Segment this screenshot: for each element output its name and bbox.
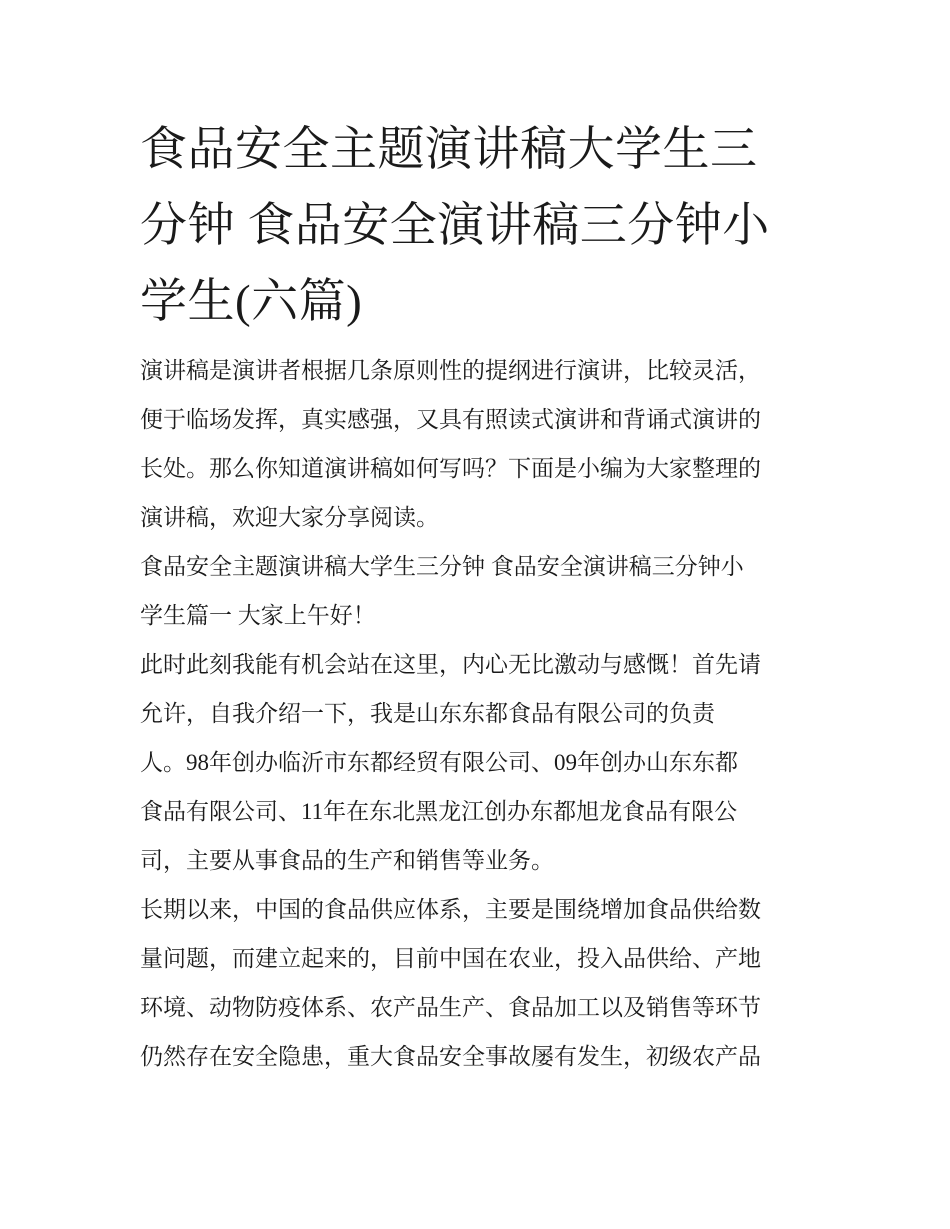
text-line: 人。98年创办临沂市东都经贸有限公司、09年创办山东东都 — [140, 750, 738, 775]
document-body — [140, 346, 820, 1081]
text-line: 长处。那么你知道演讲稿如何写吗？下面是小编为大家整理的 — [140, 456, 761, 481]
text-line: 此时此刻我能有机会站在这里，内心无比激动与感慨！首先请 — [140, 652, 761, 677]
text-line: 仍然存在安全隐患，重大食品安全事故屡有发生，初级农产品 — [140, 1044, 761, 1069]
speech-paragraph — [140, 640, 820, 885]
text-line: 长期以来，中国的食品供应体系，主要是围绕增加食品供给数 — [140, 897, 761, 922]
text-line: 允许，自我介绍一下，我是山东东都食品有限公司的负责 — [140, 701, 715, 726]
document-content — [140, 112, 820, 1081]
title-line: 学生(六篇) — [140, 276, 363, 328]
text-line: 食品安全主题演讲稿大学生三分钟 食品安全演讲稿三分钟小 — [140, 554, 744, 579]
section-heading-paragraph — [140, 542, 820, 640]
speech-paragraph — [140, 885, 820, 1081]
text-line: 演讲稿是演讲者根据几条原则性的提纲进行演讲，比较灵活， — [140, 358, 761, 383]
text-line: 演讲稿，欢迎大家分享阅读。 — [140, 505, 439, 530]
text-line: 食品有限公司、11年在东北黑龙江创办东都旭龙食品有限公 — [140, 799, 738, 824]
text-line: 量问题，而建立起来的，目前中国在农业，投入品供给、产地 — [140, 946, 761, 971]
intro-paragraph — [140, 346, 820, 542]
text-line: 学生篇一 大家上午好！ — [140, 603, 376, 628]
text-line: 环境、动物防疫体系、农产品生产、食品加工以及销售等环节 — [140, 995, 761, 1020]
text-line: 司，主要从事食品的生产和销售等业务。 — [140, 848, 554, 873]
title-line: 分钟 食品安全演讲稿三分钟小 — [140, 200, 770, 252]
text-line: 便于临场发挥，真实感强，又具有照读式演讲和背诵式演讲的 — [140, 407, 761, 432]
title-line: 食品安全主题演讲稿大学生三 — [140, 124, 758, 176]
document-title — [140, 112, 820, 340]
